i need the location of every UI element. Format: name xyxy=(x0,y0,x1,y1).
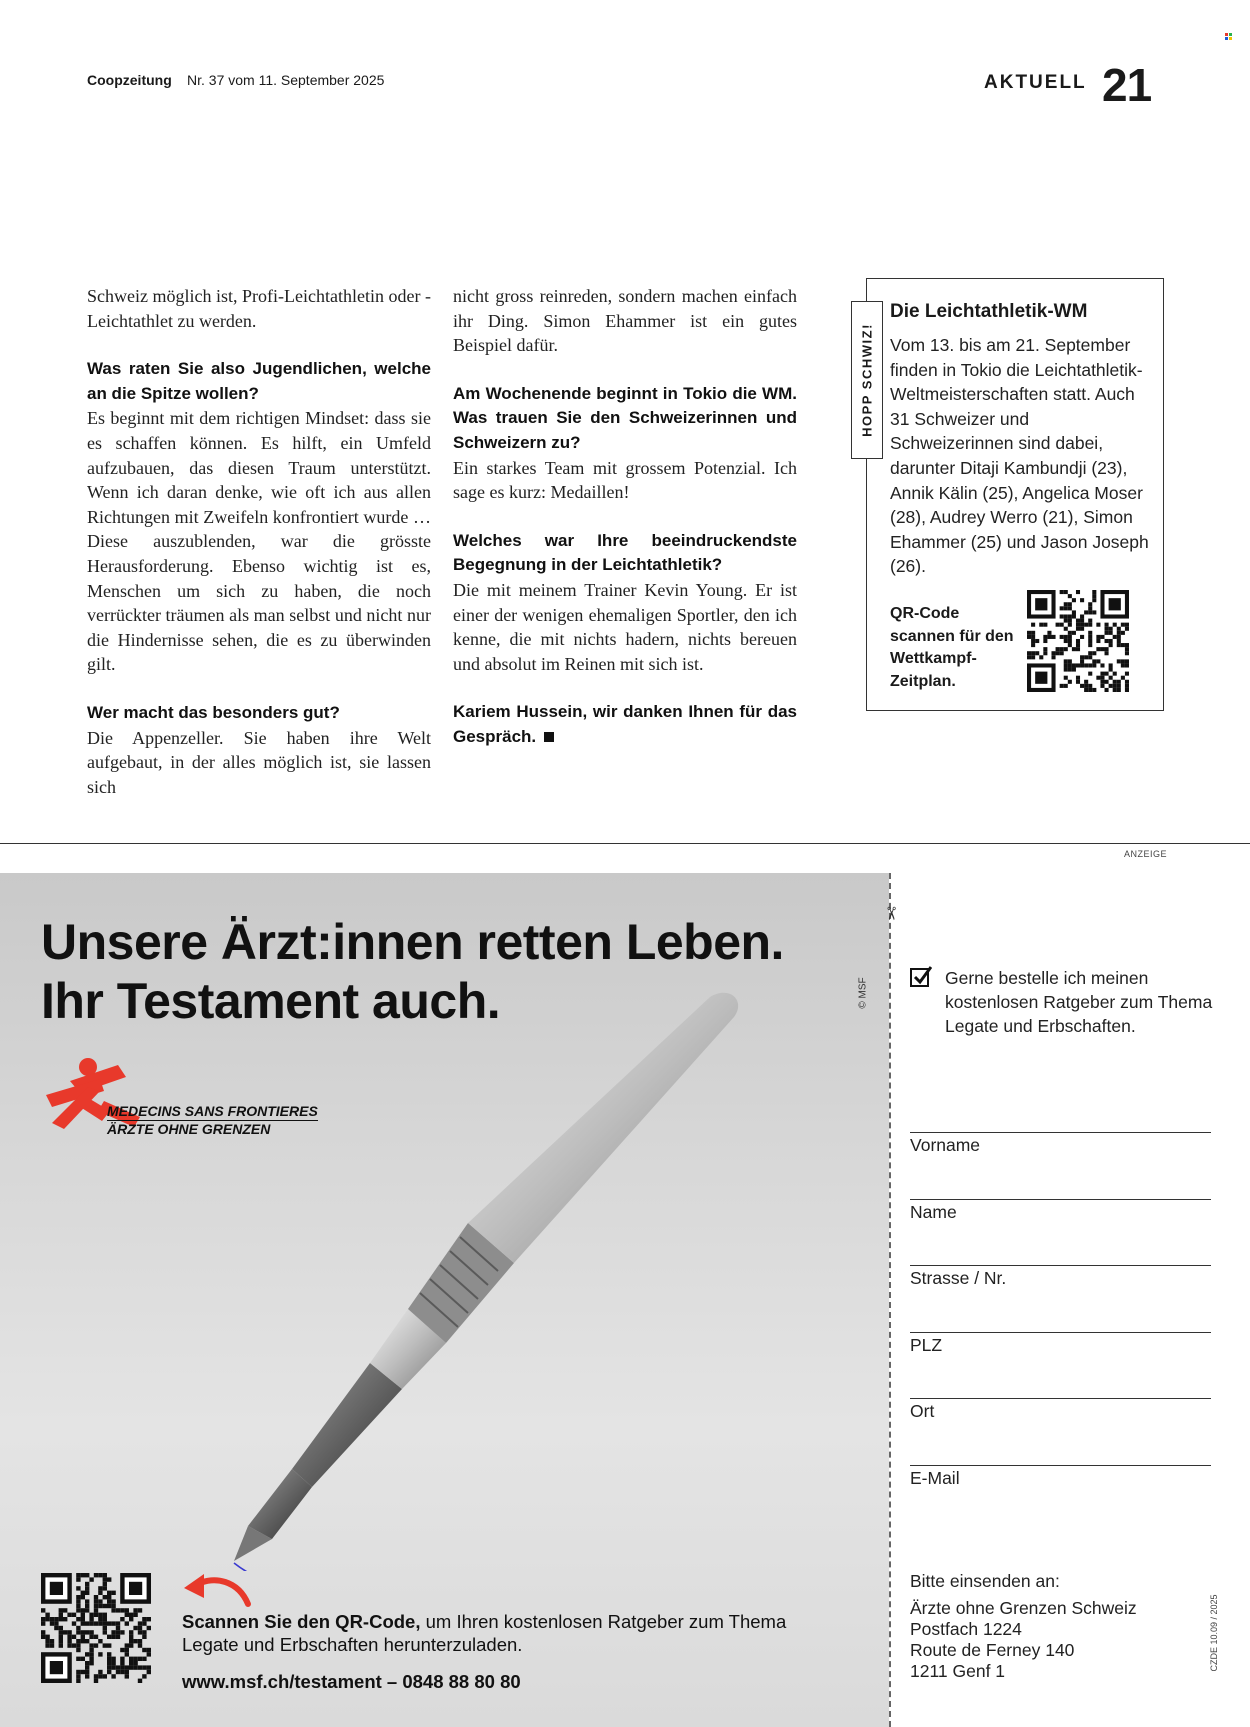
order-coupon xyxy=(881,873,1250,1727)
text: Die mit meinem Trainer Kevin Young. Er ist einer der wenigen ehemaligen Sportler, den ich kenne, die mit nichts hadern, nichts bereuen und absolut im Reinen mit sich ist. xyxy=(453,579,797,674)
curved-arrow-icon xyxy=(182,1570,254,1608)
form-field[interactable]: Vorname xyxy=(910,1132,1211,1156)
color-registration-mark xyxy=(1225,33,1235,41)
photo-credit-text: © MSF xyxy=(857,977,869,1009)
issue-info: Nr. 37 vom 11. September 2025 xyxy=(187,72,385,88)
ad-contact-link[interactable]: www.msf.ch/testament – 0848 88 80 80 xyxy=(182,1671,521,1692)
article-paragraph xyxy=(453,578,797,676)
text: Wer macht das besonders gut? xyxy=(87,702,340,722)
article-paragraph xyxy=(453,284,797,358)
address-line: Postfach 1224 xyxy=(910,1619,1022,1639)
interview-question xyxy=(453,382,797,456)
ad-scan-rest: um Ihren kostenlosen Ratgeber zum Thema Legate und Erbschaften herunterzuladen. xyxy=(182,1611,787,1655)
form-field[interactable]: Name xyxy=(910,1199,1211,1223)
ad-headline-line-2: Ihr Testament auch. xyxy=(41,973,501,1029)
form-field[interactable]: Strasse / Nr. xyxy=(910,1265,1211,1289)
info-box-title: Die Leichtathletik-WM xyxy=(890,301,1088,322)
publication-name: Coopzeitung xyxy=(87,72,172,88)
coupon-code-text: CZDE 10.09 / 2025 xyxy=(1209,1594,1219,1672)
section-label: AKTUELL xyxy=(984,72,1087,93)
article-paragraph xyxy=(87,284,431,333)
msf-name-fr: MEDECINS SANS FRONTIERES xyxy=(107,1103,318,1119)
address-line: Ärzte ohne Grenzen Schweiz xyxy=(910,1598,1137,1618)
text: Ein starkes Team mit grossem Potenzial. Ich sage es kurz: Medaillen! xyxy=(453,457,797,503)
ad-headline-line-1: Unsere Ärzt:innen retten Leben. xyxy=(41,914,784,970)
text: Kariem Hussein, wir danken Ihnen für das Gespräch. xyxy=(453,702,797,746)
text: Schweiz möglich ist, Profi-Leichtathletin oder -Leichtathlet zu werden. xyxy=(87,286,431,331)
info-box-tab-label: HOPP SCHWIZ! xyxy=(859,323,875,437)
page-number: 21 xyxy=(1102,59,1152,111)
send-to-label: Bitte einsenden an: xyxy=(910,1571,1060,1591)
coupon-code xyxy=(1207,1563,1221,1703)
send-to-address xyxy=(910,1598,1137,1682)
ad-scan-bold: Scannen Sie den QR-Code, xyxy=(182,1611,421,1632)
ad-label: ANZEIGE xyxy=(1124,849,1168,859)
article-paragraph xyxy=(453,456,797,505)
text: nicht gross reinreden, sondern machen einfach ihr Ding. Simon Ehammer ist ein gutes Beispiel dafür. xyxy=(453,286,797,356)
msf-name-de: ÄRZTE OHNE GRENZEN xyxy=(107,1120,318,1138)
qr-code-icon[interactable] xyxy=(1027,590,1129,692)
text: Es beginnt mit dem richtigen Mindset: dass sie es schaffen können. Es hilft, ein Umfeld aufzubauen, das diesen Traum unterstützt. Wenn ich daran denke, wie oft ich aus allen Richtungen mit Zweifeln konfrontiert wurde … Diese auszublenden, war die grösste Herausforderung. Ebenso wichtig ist es, Menschen um sich zu haben, die noch verrückter träumen als man selbst und nicht nur die Hindernisse sehen, die es zu überwinden gilt. xyxy=(87,408,431,675)
text: Die Appenzeller. Sie haben ihre Welt aufgebaut, in der alles möglich ist, sie lassen sich xyxy=(87,727,431,797)
photo-credit xyxy=(856,963,870,1023)
ad-scan-text xyxy=(182,1610,842,1656)
interview-question xyxy=(453,700,797,749)
interview-question xyxy=(453,529,797,578)
order-checkbox[interactable] xyxy=(910,966,932,988)
interview-question xyxy=(87,701,431,726)
scalpel-pen-illustration xyxy=(230,991,830,1571)
text: Welches war Ihre beeindruckendste Begegnung in der Leichtathletik? xyxy=(453,530,797,575)
section-divider xyxy=(0,843,1250,844)
article-column-1 xyxy=(87,284,431,799)
advertisement xyxy=(0,873,889,1727)
form-field[interactable]: PLZ xyxy=(910,1332,1211,1356)
ad-qr-code-icon[interactable] xyxy=(41,1573,151,1683)
address-line: 1211 Genf 1 xyxy=(910,1661,1006,1681)
scissors-icon: ✂ xyxy=(881,905,902,922)
end-mark-icon xyxy=(544,732,554,742)
article-paragraph xyxy=(87,406,431,677)
info-box-qr-caption: QR-Code scannen für den Wettkampf-Zeitplan. xyxy=(890,605,1014,690)
text: Am Wochenende beginnt in Tokio die WM. Was trauen Sie den Schweizerinnen und Schweizern zu? xyxy=(453,383,797,452)
article-column-2 xyxy=(453,284,797,750)
text: Was raten Sie also Jugendlichen, welche an die Spitze wollen? xyxy=(87,359,431,403)
article-paragraph xyxy=(87,726,431,800)
interview-question xyxy=(87,357,431,406)
form-field[interactable]: Ort xyxy=(910,1398,1211,1422)
order-text: Gerne bestelle ich meinen kostenlosen Ratgeber zum Thema Legate und Erbschaften. xyxy=(945,968,1213,1036)
form-field[interactable]: E-Mail xyxy=(910,1465,1211,1489)
info-box xyxy=(866,278,1164,711)
info-box-tab xyxy=(851,301,883,459)
info-box-body: Vom 13. bis am 21. September finden in Tokio die Leichtathletik-Weltmeisterschaften statt. Auch 31 Schweizer und Schweizerinnen sind dabei, darunter Ditaji Kambundji (23), Annik Kälin (25), Angelica Moser (28), Audrey Werro (21), Simon Ehammer (25) und Jason Joseph (26). xyxy=(890,335,1149,577)
address-line: Route de Ferney 140 xyxy=(910,1640,1075,1660)
